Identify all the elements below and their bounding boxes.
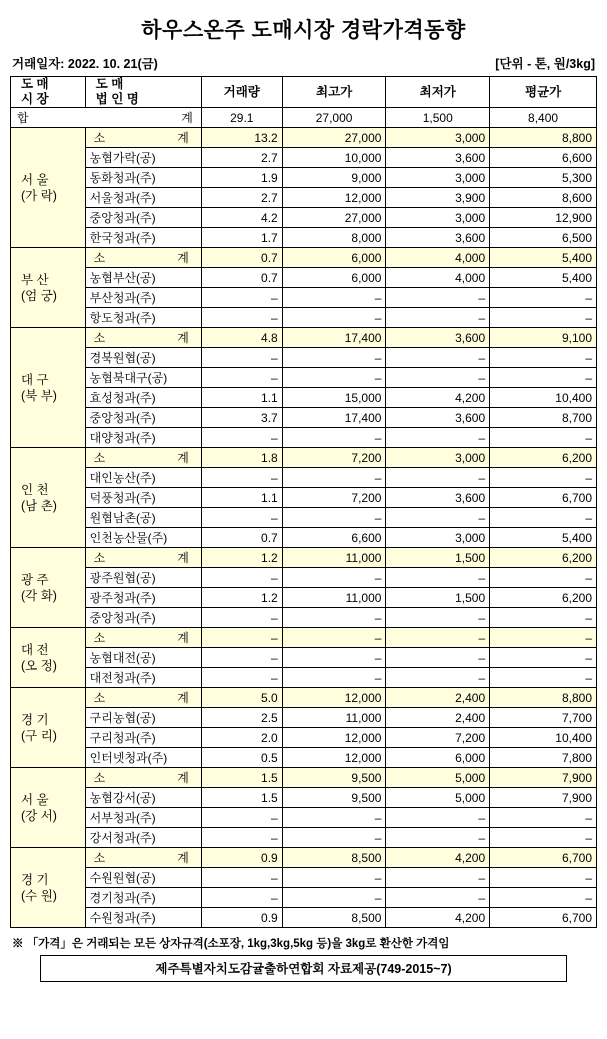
cell-low: 3,000 — [386, 528, 490, 548]
cell-low: 1,500 — [386, 548, 490, 568]
table-row — [11, 408, 597, 428]
cell-low: 3,000 — [386, 128, 490, 148]
cell-volume: – — [201, 608, 282, 628]
table-row-subtotal — [11, 628, 597, 648]
cell-avg: – — [490, 868, 597, 888]
cell-corporation-name: 수원원협(공) — [85, 868, 201, 888]
cell-avg: 6,600 — [490, 148, 597, 168]
cell-low: 3,000 — [386, 168, 490, 188]
cell-low: 1,500 — [386, 588, 490, 608]
cell-volume: – — [201, 368, 282, 388]
cell-low: – — [386, 608, 490, 628]
cell-volume: 0.5 — [201, 748, 282, 768]
table-row — [11, 428, 597, 448]
cell-high: 9,500 — [282, 768, 386, 788]
cell-avg: 8,800 — [490, 128, 597, 148]
cell-avg: 6,200 — [490, 548, 597, 568]
table-row — [11, 868, 597, 888]
cell-avg: – — [490, 608, 597, 628]
table-row — [11, 828, 597, 848]
cell-low: – — [386, 828, 490, 848]
cell-market-region: 경 기 (수 원) — [11, 848, 86, 928]
cell-avg: – — [490, 428, 597, 448]
cell-volume: – — [201, 348, 282, 368]
cell-corporation-name: 서울청과(주) — [85, 188, 201, 208]
cell-high: – — [282, 508, 386, 528]
cell-volume: 2.7 — [201, 188, 282, 208]
cell-low: 5,000 — [386, 788, 490, 808]
cell-high: 11,000 — [282, 588, 386, 608]
cell-low: – — [386, 368, 490, 388]
table-row — [11, 308, 597, 328]
cell-corporation-name: 중앙청과(주) — [85, 408, 201, 428]
col-header-avg: 평균가 — [490, 77, 597, 108]
cell-volume: 0.7 — [201, 268, 282, 288]
cell-corporation-name: 소 계 — [85, 768, 201, 788]
price-trend-table — [10, 76, 597, 928]
cell-corporation-name: 소 계 — [85, 448, 201, 468]
cell-avg: – — [490, 888, 597, 908]
cell-low: – — [386, 468, 490, 488]
cell-high: 8,500 — [282, 848, 386, 868]
cell-low: – — [386, 288, 490, 308]
cell-corporation-name: 소 계 — [85, 328, 201, 348]
cell-high: 11,000 — [282, 548, 386, 568]
cell-volume: – — [201, 308, 282, 328]
cell-volume: 1.1 — [201, 388, 282, 408]
cell-high: 17,400 — [282, 408, 386, 428]
table-row — [11, 228, 597, 248]
cell-high: – — [282, 368, 386, 388]
col-header-volume: 거래량 — [201, 77, 282, 108]
table-row — [11, 888, 597, 908]
cell-low: – — [386, 348, 490, 368]
cell-corporation-name: 소 계 — [85, 128, 201, 148]
cell-market-region: 광 주 (각 화) — [11, 548, 86, 628]
col-header-corporation: 도 매 법 인 명 — [85, 77, 201, 108]
cell-avg: 8,600 — [490, 188, 597, 208]
cell-volume: 4.8 — [201, 328, 282, 348]
cell-high: – — [282, 648, 386, 668]
cell-corporation-name: 중앙청과(주) — [85, 608, 201, 628]
cell-high: – — [282, 468, 386, 488]
cell-volume: 1.9 — [201, 168, 282, 188]
cell-low: 4,200 — [386, 908, 490, 928]
total-label-right: 계 — [181, 111, 193, 125]
cell-volume: – — [201, 888, 282, 908]
cell-corporation-name: 구리농협(공) — [85, 708, 201, 728]
total-label-cell — [11, 108, 202, 128]
cell-corporation-name: 대전청과(주) — [85, 668, 201, 688]
table-row — [11, 348, 597, 368]
page-title: 하우스온주 도매시장 경락가격동향 — [141, 19, 466, 42]
cell-low: 1,500 — [386, 108, 490, 128]
cell-avg: 8,800 — [490, 688, 597, 708]
cell-corporation-name: 광주원협(공) — [85, 568, 201, 588]
cell-market-region: 대 구 (북 부) — [11, 328, 86, 448]
cell-volume: – — [201, 828, 282, 848]
cell-low: 4,200 — [386, 848, 490, 868]
cell-market-region: 서 울 (가 락) — [11, 128, 86, 248]
table-row — [11, 748, 597, 768]
cell-low: – — [386, 888, 490, 908]
cell-low: – — [386, 808, 490, 828]
cell-low: – — [386, 648, 490, 668]
cell-avg: 5,400 — [490, 248, 597, 268]
cell-avg: 6,700 — [490, 848, 597, 868]
cell-high: – — [282, 868, 386, 888]
cell-low: 4,000 — [386, 268, 490, 288]
cell-market-region: 서 울 (강 서) — [11, 768, 86, 848]
cell-low: 3,000 — [386, 208, 490, 228]
cell-low: 3,600 — [386, 488, 490, 508]
cell-avg: 5,400 — [490, 268, 597, 288]
cell-high: 10,000 — [282, 148, 386, 168]
cell-high: 17,400 — [282, 328, 386, 348]
cell-volume: 1.2 — [201, 588, 282, 608]
cell-corporation-name: 농협북대구(공) — [85, 368, 201, 388]
table-body — [11, 108, 597, 928]
cell-volume: – — [201, 628, 282, 648]
cell-volume: 0.7 — [201, 248, 282, 268]
cell-avg: 6,700 — [490, 908, 597, 928]
cell-low: – — [386, 568, 490, 588]
unit-label: [단위 - 톤, 원/3kg] — [495, 57, 595, 71]
cell-high: 7,200 — [282, 488, 386, 508]
cell-avg: – — [490, 468, 597, 488]
cell-market-region: 대 전 (오 정) — [11, 628, 86, 688]
cell-corporation-name: 경기청과(주) — [85, 888, 201, 908]
cell-volume: – — [201, 668, 282, 688]
table-row-subtotal — [11, 448, 597, 468]
cell-corporation-name: 소 계 — [85, 848, 201, 868]
cell-high: 27,000 — [282, 208, 386, 228]
table-row — [11, 808, 597, 828]
table-row — [11, 728, 597, 748]
cell-market-region: 경 기 (구 리) — [11, 688, 86, 768]
cell-avg: – — [490, 568, 597, 588]
cell-low: – — [386, 308, 490, 328]
cell-volume: – — [201, 568, 282, 588]
cell-volume: 0.9 — [201, 908, 282, 928]
cell-avg: 7,700 — [490, 708, 597, 728]
cell-volume: – — [201, 808, 282, 828]
cell-high: 6,000 — [282, 248, 386, 268]
cell-corporation-name: 인천농산물(주) — [85, 528, 201, 548]
cell-volume: 13.2 — [201, 128, 282, 148]
cell-volume: 4.2 — [201, 208, 282, 228]
cell-low: – — [386, 668, 490, 688]
cell-corporation-name: 농협부산(공) — [85, 268, 201, 288]
cell-avg: 7,800 — [490, 748, 597, 768]
cell-high: 11,000 — [282, 708, 386, 728]
cell-low: 3,600 — [386, 148, 490, 168]
cell-low: 7,200 — [386, 728, 490, 748]
cell-volume: – — [201, 288, 282, 308]
cell-avg: 12,900 — [490, 208, 597, 228]
cell-low: 3,900 — [386, 188, 490, 208]
total-label-left: 합 — [17, 111, 29, 125]
cell-low: 4,200 — [386, 388, 490, 408]
cell-high: – — [282, 628, 386, 648]
cell-high: – — [282, 828, 386, 848]
cell-corporation-name: 한국청과(주) — [85, 228, 201, 248]
cell-volume: 1.5 — [201, 768, 282, 788]
table-row-subtotal — [11, 688, 597, 708]
cell-avg: 6,700 — [490, 488, 597, 508]
cell-high: – — [282, 348, 386, 368]
table-row — [11, 568, 597, 588]
cell-volume: 3.7 — [201, 408, 282, 428]
cell-high: 9,500 — [282, 788, 386, 808]
table-row — [11, 208, 597, 228]
cell-avg: 5,300 — [490, 168, 597, 188]
table-row — [11, 168, 597, 188]
cell-avg: 6,500 — [490, 228, 597, 248]
cell-low: – — [386, 868, 490, 888]
cell-volume: – — [201, 468, 282, 488]
cell-high: 12,000 — [282, 188, 386, 208]
cell-avg: – — [490, 808, 597, 828]
table-row — [11, 488, 597, 508]
cell-low: – — [386, 508, 490, 528]
cell-high: – — [282, 668, 386, 688]
table-row-subtotal — [11, 248, 597, 268]
cell-avg: 6,200 — [490, 448, 597, 468]
meta-row — [10, 54, 597, 76]
table-row-subtotal — [11, 768, 597, 788]
cell-corporation-name: 경북원협(공) — [85, 348, 201, 368]
cell-corporation-name: 부산청과(주) — [85, 288, 201, 308]
cell-low: 3,600 — [386, 228, 490, 248]
cell-low: – — [386, 628, 490, 648]
table-row — [11, 708, 597, 728]
cell-avg: – — [490, 828, 597, 848]
cell-corporation-name: 원협남촌(공) — [85, 508, 201, 528]
cell-volume: 2.7 — [201, 148, 282, 168]
table-row — [11, 468, 597, 488]
cell-high: 27,000 — [282, 108, 386, 128]
table-row — [11, 908, 597, 928]
table-row-subtotal — [11, 128, 597, 148]
cell-high: – — [282, 608, 386, 628]
table-row-total — [11, 108, 597, 128]
cell-volume: 0.9 — [201, 848, 282, 868]
cell-low: 3,600 — [386, 408, 490, 428]
cell-corporation-name: 광주청과(주) — [85, 588, 201, 608]
cell-low: 5,000 — [386, 768, 490, 788]
table-row — [11, 528, 597, 548]
cell-corporation-name: 동화청과(주) — [85, 168, 201, 188]
cell-volume: – — [201, 508, 282, 528]
cell-corporation-name: 대양청과(주) — [85, 428, 201, 448]
table-row — [11, 648, 597, 668]
cell-high: – — [282, 808, 386, 828]
cell-avg: 10,400 — [490, 388, 597, 408]
cell-low: 2,400 — [386, 688, 490, 708]
trade-date-label: 거래일자: 2022. 10. 21(금) — [12, 57, 158, 71]
table-row — [11, 368, 597, 388]
cell-high: 7,200 — [282, 448, 386, 468]
cell-low: 2,400 — [386, 708, 490, 728]
cell-corporation-name: 서부청과(주) — [85, 808, 201, 828]
cell-market-region: 부 산 (엄 궁) — [11, 248, 86, 328]
cell-volume: 1.5 — [201, 788, 282, 808]
cell-high: 12,000 — [282, 688, 386, 708]
cell-volume: 1.1 — [201, 488, 282, 508]
table-row — [11, 508, 597, 528]
source-line: 제주특별자치도감귤출하연합회 자료제공(749-2015~7) — [40, 955, 567, 982]
col-header-low: 최저가 — [386, 77, 490, 108]
cell-avg: 8,700 — [490, 408, 597, 428]
cell-low: – — [386, 428, 490, 448]
cell-high: – — [282, 428, 386, 448]
cell-corporation-name: 소 계 — [85, 628, 201, 648]
cell-corporation-name: 대인농산(주) — [85, 468, 201, 488]
cell-corporation-name: 소 계 — [85, 548, 201, 568]
cell-avg: 10,400 — [490, 728, 597, 748]
cell-avg: – — [490, 308, 597, 328]
cell-corporation-name: 인터넷청과(주) — [85, 748, 201, 768]
cell-high: – — [282, 288, 386, 308]
table-row — [11, 608, 597, 628]
cell-avg: 9,100 — [490, 328, 597, 348]
cell-volume: – — [201, 868, 282, 888]
cell-volume: 1.2 — [201, 548, 282, 568]
table-row-subtotal — [11, 848, 597, 868]
cell-volume: 0.7 — [201, 528, 282, 548]
cell-market-region: 인 천 (남 촌) — [11, 448, 86, 548]
cell-high: 12,000 — [282, 728, 386, 748]
cell-corporation-name: 소 계 — [85, 248, 201, 268]
table-row — [11, 288, 597, 308]
table-header — [11, 77, 597, 108]
cell-corporation-name: 수원청과(주) — [85, 908, 201, 928]
cell-corporation-name: 강서청과(주) — [85, 828, 201, 848]
cell-avg: – — [490, 288, 597, 308]
cell-corporation-name: 중앙청과(주) — [85, 208, 201, 228]
table-row — [11, 388, 597, 408]
table-row — [11, 588, 597, 608]
cell-low: 4,000 — [386, 248, 490, 268]
cell-high: 9,000 — [282, 168, 386, 188]
cell-high: 12,000 — [282, 748, 386, 768]
cell-volume: 5.0 — [201, 688, 282, 708]
cell-avg: 5,400 — [490, 528, 597, 548]
table-row-subtotal — [11, 328, 597, 348]
cell-avg: – — [490, 648, 597, 668]
cell-avg: – — [490, 508, 597, 528]
table-row — [11, 268, 597, 288]
cell-high: 15,000 — [282, 388, 386, 408]
cell-corporation-name: 효성청과(주) — [85, 388, 201, 408]
cell-volume: 1.8 — [201, 448, 282, 468]
footnote: ※ 「가격」은 거래되는 모든 상자규격(소포장, 1kg,3kg,5kg 등)을 3kg로 환산한 가격임 — [12, 938, 450, 950]
cell-high: 8,000 — [282, 228, 386, 248]
cell-avg: 8,400 — [490, 108, 597, 128]
cell-volume: 1.7 — [201, 228, 282, 248]
cell-corporation-name: 농협가락(공) — [85, 148, 201, 168]
cell-avg: – — [490, 348, 597, 368]
table-row — [11, 148, 597, 168]
cell-volume: 29.1 — [201, 108, 282, 128]
cell-avg: 6,200 — [490, 588, 597, 608]
cell-avg: 7,900 — [490, 788, 597, 808]
cell-avg: – — [490, 628, 597, 648]
cell-volume: 2.5 — [201, 708, 282, 728]
cell-high: 6,000 — [282, 268, 386, 288]
cell-avg: 7,900 — [490, 768, 597, 788]
cell-corporation-name: 덕풍청과(주) — [85, 488, 201, 508]
col-header-market: 도 매 시 장 — [11, 77, 86, 108]
cell-volume: 2.0 — [201, 728, 282, 748]
cell-volume: – — [201, 428, 282, 448]
cell-corporation-name: 항도청과(주) — [85, 308, 201, 328]
cell-corporation-name: 농협대전(공) — [85, 648, 201, 668]
table-row — [11, 788, 597, 808]
cell-low: 3,600 — [386, 328, 490, 348]
cell-volume: – — [201, 648, 282, 668]
cell-avg: – — [490, 668, 597, 688]
cell-corporation-name: 농협강서(공) — [85, 788, 201, 808]
cell-high: – — [282, 568, 386, 588]
cell-corporation-name: 구리청과(주) — [85, 728, 201, 748]
cell-high: 6,600 — [282, 528, 386, 548]
cell-high: – — [282, 888, 386, 908]
col-header-high: 최고가 — [282, 77, 386, 108]
cell-corporation-name: 소 계 — [85, 688, 201, 708]
cell-high: – — [282, 308, 386, 328]
cell-high: 27,000 — [282, 128, 386, 148]
table-row — [11, 668, 597, 688]
cell-low: 6,000 — [386, 748, 490, 768]
cell-high: 8,500 — [282, 908, 386, 928]
cell-avg: – — [490, 368, 597, 388]
table-row-subtotal — [11, 548, 597, 568]
table-row — [11, 188, 597, 208]
cell-low: 3,000 — [386, 448, 490, 468]
